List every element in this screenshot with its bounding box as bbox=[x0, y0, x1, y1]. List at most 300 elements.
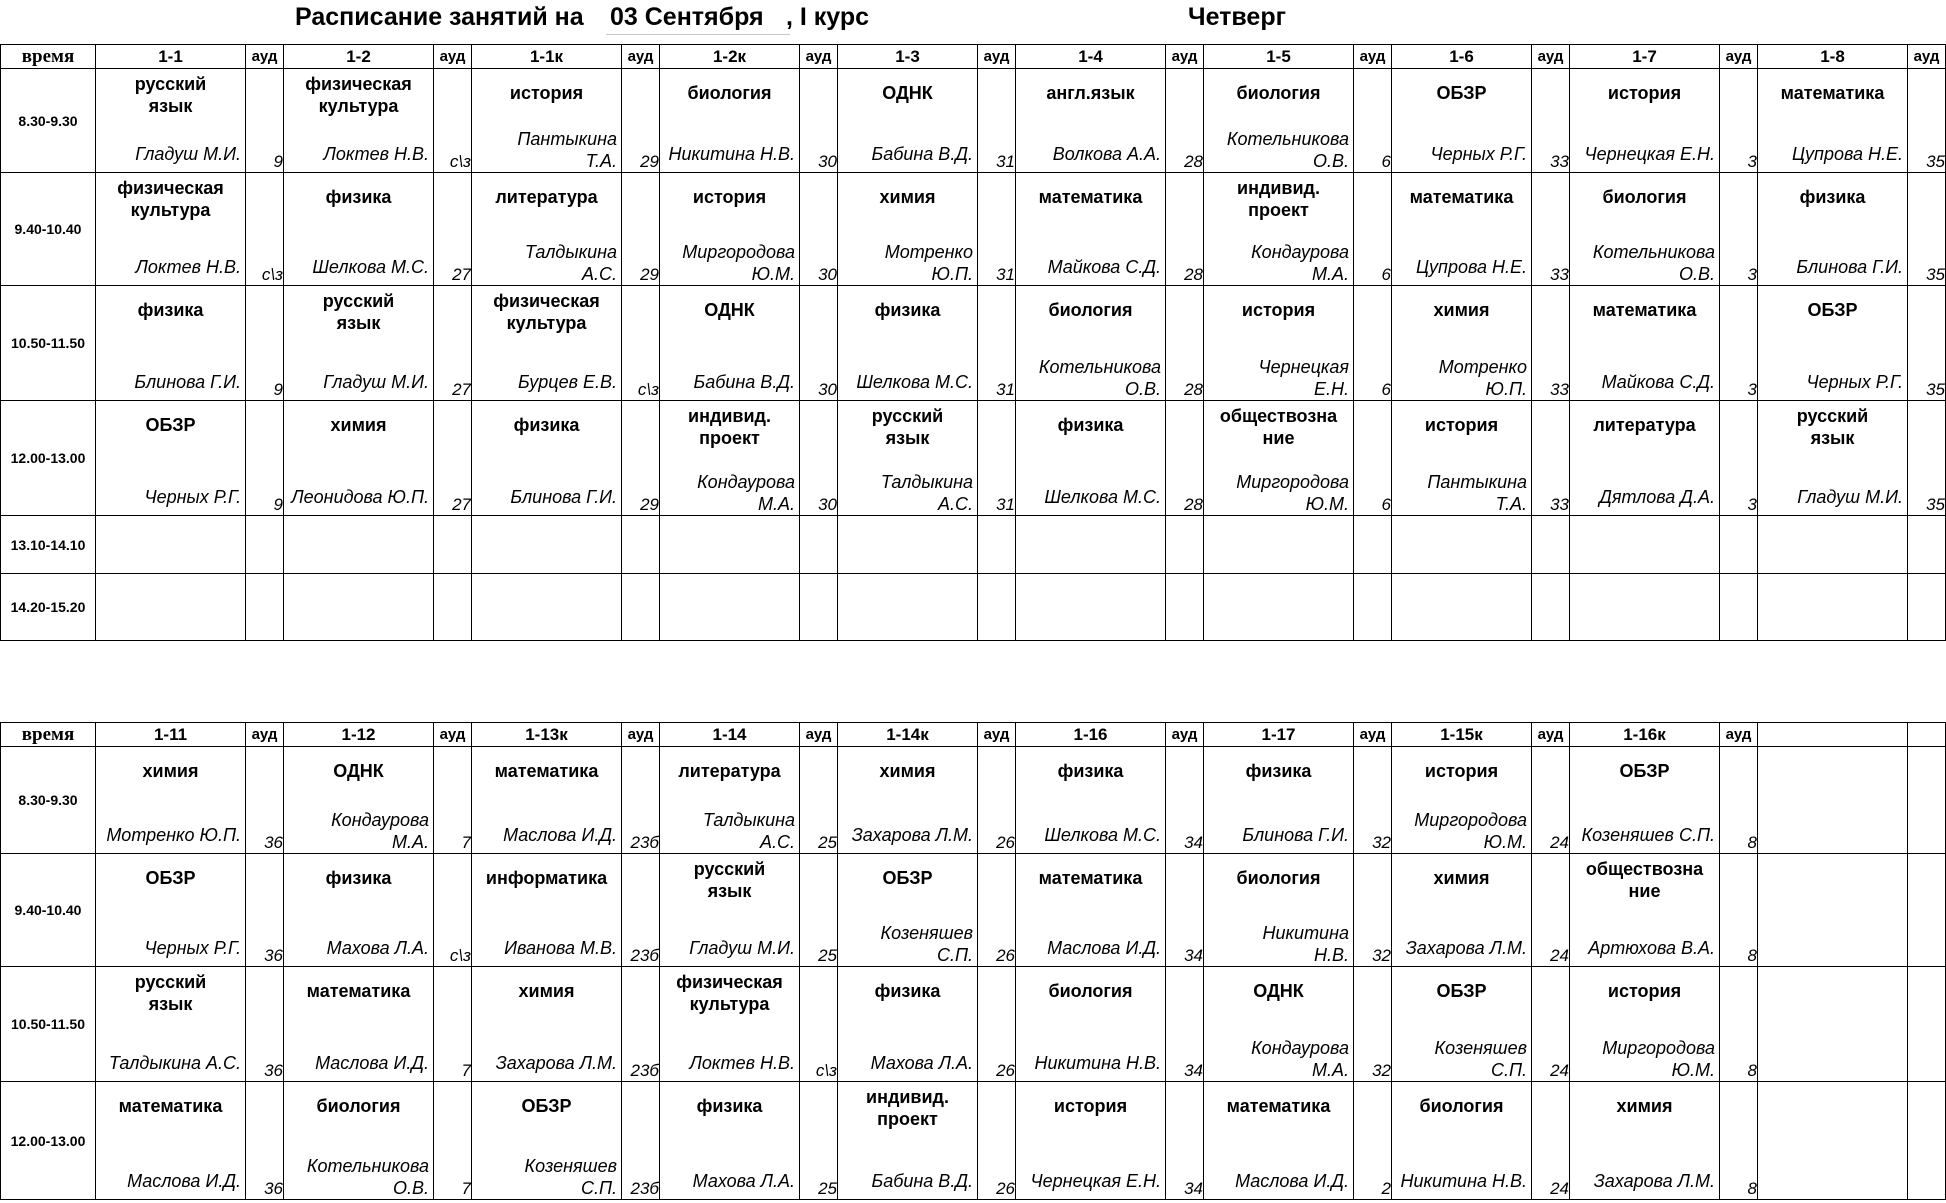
subject-name: физика bbox=[1245, 761, 1312, 781]
teacher-name: Захарова Л.М. bbox=[1405, 938, 1527, 958]
subject-name: русский язык bbox=[134, 972, 207, 1014]
lesson-cell bbox=[1204, 574, 1354, 641]
room-cell: 23б bbox=[622, 1082, 660, 1200]
lesson-cell bbox=[1204, 854, 1354, 967]
subject-name: математика bbox=[1038, 868, 1143, 888]
room-cell: 8 bbox=[1720, 747, 1758, 854]
teacher-name: Никитина Н.В. bbox=[1400, 1171, 1527, 1191]
teacher-name: Козеняшев С.П. bbox=[1434, 1038, 1527, 1080]
lesson-cell bbox=[660, 173, 800, 286]
time-slot: 10.50-11.50 bbox=[1, 967, 96, 1082]
teacher-name: Талдыкина А.С. bbox=[524, 242, 617, 284]
time-slot: 9.40-10.40 bbox=[1, 173, 96, 286]
subject-name: математика bbox=[1226, 1096, 1331, 1116]
teacher-name: Пантыкина Т.А. bbox=[517, 129, 617, 171]
lesson-row bbox=[1, 1082, 1946, 1200]
subject-name: ОБЗР bbox=[1436, 981, 1487, 1001]
room-cell: 7 bbox=[434, 747, 472, 854]
lesson-cell bbox=[1758, 286, 1908, 401]
room-cell: 3 bbox=[1720, 69, 1758, 173]
room-cell: с\з bbox=[246, 173, 284, 286]
subject-name: история bbox=[1424, 761, 1499, 781]
teacher-name: Бабина В.Д. bbox=[871, 1171, 973, 1191]
room-column-header: ауд bbox=[1908, 45, 1946, 69]
room-cell: 6 bbox=[1354, 286, 1392, 401]
lesson-cell bbox=[1570, 69, 1720, 173]
teacher-name: Локтев Н.В. bbox=[323, 144, 429, 164]
lesson-cell bbox=[96, 574, 246, 641]
lesson-cell bbox=[1204, 747, 1354, 854]
subject-name: история bbox=[1607, 981, 1682, 1001]
room-cell bbox=[1532, 516, 1570, 574]
subject-name: литература bbox=[495, 187, 598, 207]
teacher-name: Козеняшев С.П. bbox=[524, 1156, 617, 1198]
teacher-name: Котельникова О.В. bbox=[306, 1156, 429, 1198]
subject-name: индивид. проект bbox=[866, 1087, 949, 1129]
subject-name: ОБЗР bbox=[1436, 83, 1487, 103]
lesson-cell bbox=[284, 286, 434, 401]
room-cell: 27 bbox=[434, 173, 472, 286]
schedule-course: , I курс bbox=[786, 3, 870, 31]
room-cell bbox=[1166, 516, 1204, 574]
lesson-cell bbox=[838, 1082, 978, 1200]
subject-name: математика bbox=[494, 761, 599, 781]
teacher-name: Леонидова Ю.П. bbox=[291, 487, 429, 507]
lesson-row bbox=[1, 286, 1946, 401]
subject-name: биология bbox=[1602, 187, 1687, 207]
group-header: 1-17 bbox=[1204, 723, 1354, 747]
room-cell: с\з bbox=[800, 967, 838, 1082]
subject-name: физика bbox=[325, 187, 392, 207]
teacher-name: Маслова И.Д. bbox=[127, 1171, 241, 1191]
room-cell bbox=[622, 516, 660, 574]
lesson-cell bbox=[1570, 401, 1720, 516]
room-cell bbox=[800, 516, 838, 574]
lesson-cell bbox=[1392, 516, 1532, 574]
teacher-name: Захарова Л.М. bbox=[495, 1053, 617, 1073]
lesson-cell bbox=[838, 286, 978, 401]
teacher-name: Котельникова О.В. bbox=[1038, 357, 1161, 399]
lesson-cell bbox=[1016, 747, 1166, 854]
lesson-cell bbox=[1570, 286, 1720, 401]
room-cell: 30 bbox=[800, 69, 838, 173]
room-cell bbox=[1908, 516, 1946, 574]
subject-name: химия bbox=[1616, 1096, 1673, 1116]
lesson-cell bbox=[1392, 401, 1532, 516]
room-cell: 8 bbox=[1720, 967, 1758, 1082]
lesson-cell bbox=[1570, 1082, 1720, 1200]
subject-name: химия bbox=[330, 415, 387, 435]
lesson-cell bbox=[1758, 747, 1908, 854]
teacher-name: Махова Л.А. bbox=[692, 1171, 795, 1191]
room-cell: 9 bbox=[246, 69, 284, 173]
subject-name: русский язык bbox=[871, 406, 944, 448]
room-cell: 33 bbox=[1532, 173, 1570, 286]
teacher-name: Дятлова Д.А. bbox=[1599, 487, 1715, 507]
subject-name: математика bbox=[1780, 83, 1885, 103]
teacher-name: Козеняшев С.П. bbox=[1581, 825, 1715, 845]
subject-name: биология bbox=[1236, 83, 1321, 103]
lesson-cell bbox=[96, 1082, 246, 1200]
lesson-cell bbox=[96, 286, 246, 401]
teacher-name: Маслова И.Д. bbox=[503, 825, 617, 845]
lesson-cell bbox=[472, 401, 622, 516]
subject-name: физика bbox=[325, 868, 392, 888]
teacher-name: Гладуш М.И. bbox=[323, 372, 429, 392]
subject-name: физика bbox=[874, 981, 941, 1001]
schedule-table-top bbox=[0, 44, 1946, 641]
lesson-cell bbox=[1204, 967, 1354, 1082]
lesson-cell bbox=[660, 854, 800, 967]
lesson-cell bbox=[1204, 286, 1354, 401]
subject-name: ОБЗР bbox=[145, 868, 196, 888]
room-cell bbox=[1720, 516, 1758, 574]
lesson-cell bbox=[660, 69, 800, 173]
subject-name: ОДНК bbox=[333, 761, 384, 781]
lesson-cell bbox=[1758, 574, 1908, 641]
teacher-name: Маслова И.Д. bbox=[315, 1053, 429, 1073]
room-column-header: ауд bbox=[622, 723, 660, 747]
subject-name: биология bbox=[1048, 300, 1133, 320]
subject-name: физика bbox=[137, 300, 204, 320]
lesson-cell bbox=[1016, 401, 1166, 516]
teacher-name: Никитина Н.В. bbox=[668, 144, 795, 164]
teacher-name: Цупрова Н.Е. bbox=[1415, 257, 1527, 277]
teacher-name: Талдыкина А.С. bbox=[108, 1053, 241, 1073]
lesson-cell bbox=[1204, 69, 1354, 173]
room-cell bbox=[246, 516, 284, 574]
teacher-name: Миргородова Ю.М. bbox=[682, 242, 795, 284]
room-cell: 36 bbox=[246, 1082, 284, 1200]
room-cell bbox=[1908, 854, 1946, 967]
lesson-cell bbox=[1016, 69, 1166, 173]
lesson-cell bbox=[472, 69, 622, 173]
room-cell: 29 bbox=[622, 173, 660, 286]
room-cell: 32 bbox=[1354, 747, 1392, 854]
teacher-name: Локтев Н.В. bbox=[135, 257, 241, 277]
schedule-title: Расписание занятий на bbox=[295, 3, 584, 31]
room-cell: 23б bbox=[622, 854, 660, 967]
lesson-cell bbox=[1392, 967, 1532, 1082]
lesson-cell bbox=[1570, 854, 1720, 967]
room-column-header: ауд bbox=[1166, 45, 1204, 69]
room-cell: 6 bbox=[1354, 69, 1392, 173]
teacher-name: Артюхова В.А. bbox=[1588, 938, 1715, 958]
room-column-header: ауд bbox=[1166, 723, 1204, 747]
room-cell: 36 bbox=[246, 967, 284, 1082]
room-cell: 24 bbox=[1532, 854, 1570, 967]
subject-name: русский язык bbox=[322, 291, 395, 333]
lesson-cell bbox=[1016, 1082, 1166, 1200]
room-cell: 26 bbox=[978, 747, 1016, 854]
room-column-header: ауд bbox=[1354, 723, 1392, 747]
teacher-name: Бабина В.Д. bbox=[871, 144, 973, 164]
lesson-cell bbox=[96, 854, 246, 967]
lesson-row bbox=[1, 747, 1946, 854]
room-cell: 27 bbox=[434, 401, 472, 516]
subject-name: математика bbox=[118, 1096, 223, 1116]
room-cell: 26 bbox=[978, 1082, 1016, 1200]
lesson-cell bbox=[1758, 516, 1908, 574]
lesson-cell bbox=[838, 516, 978, 574]
teacher-name: Гладуш М.И. bbox=[1797, 487, 1903, 507]
subject-name: ОБЗР bbox=[882, 868, 933, 888]
lesson-cell bbox=[1758, 401, 1908, 516]
subject-name: химия bbox=[1433, 300, 1490, 320]
teacher-name: Маслова И.Д. bbox=[1047, 938, 1161, 958]
teacher-name: Мотренко Ю.П. bbox=[884, 242, 973, 284]
lesson-cell bbox=[284, 1082, 434, 1200]
time-slot: 12.00-13.00 bbox=[1, 401, 96, 516]
lesson-cell bbox=[472, 967, 622, 1082]
teacher-name: Кондаурова М.А. bbox=[1251, 1038, 1349, 1080]
subject-name: физика bbox=[513, 415, 580, 435]
teacher-name: Чернецкая Е.Н. bbox=[1258, 357, 1349, 399]
room-cell: 31 bbox=[978, 173, 1016, 286]
teacher-name: Блинова Г.И. bbox=[510, 487, 617, 507]
room-cell: 34 bbox=[1166, 854, 1204, 967]
teacher-name: Блинова Г.И. bbox=[1796, 257, 1903, 277]
room-cell: 32 bbox=[1354, 967, 1392, 1082]
teacher-name: Захарова Л.М. bbox=[851, 825, 973, 845]
lesson-cell bbox=[1392, 173, 1532, 286]
subject-name: ОБЗР bbox=[521, 1096, 572, 1116]
room-cell: 36 bbox=[246, 854, 284, 967]
teacher-name: Никитина Н.В. bbox=[1262, 923, 1349, 965]
room-cell: 26 bbox=[978, 854, 1016, 967]
room-cell: 23б bbox=[622, 967, 660, 1082]
room-cell: 23б bbox=[622, 747, 660, 854]
lesson-cell bbox=[284, 516, 434, 574]
room-column-header: ауд bbox=[434, 723, 472, 747]
lesson-cell bbox=[472, 173, 622, 286]
subject-name: история bbox=[1241, 300, 1316, 320]
subject-name: литература bbox=[678, 761, 781, 781]
lesson-cell bbox=[284, 747, 434, 854]
lesson-cell bbox=[96, 69, 246, 173]
subject-name: математика bbox=[1592, 300, 1697, 320]
lesson-cell bbox=[1016, 967, 1166, 1082]
group-header: 1-2 bbox=[284, 45, 434, 69]
room-column-header: ауд bbox=[1720, 45, 1758, 69]
teacher-name: Миргородова Ю.М. bbox=[1236, 472, 1349, 514]
subject-name: физическая культура bbox=[117, 178, 224, 220]
teacher-name: Блинова Г.И. bbox=[134, 372, 241, 392]
lesson-cell bbox=[1016, 173, 1166, 286]
room-cell: 28 bbox=[1166, 69, 1204, 173]
room-cell: 7 bbox=[434, 967, 472, 1082]
room-cell: 27 bbox=[434, 286, 472, 401]
lesson-cell bbox=[472, 516, 622, 574]
lesson-cell bbox=[1392, 574, 1532, 641]
teacher-name: Козеняшев С.П. bbox=[880, 923, 973, 965]
room-cell: 31 bbox=[978, 286, 1016, 401]
room-cell: 29 bbox=[622, 69, 660, 173]
teacher-name: Котельникова О.В. bbox=[1592, 242, 1715, 284]
room-cell: 3 bbox=[1720, 173, 1758, 286]
room-column-header: ауд bbox=[246, 723, 284, 747]
teacher-name: Волкова А.А. bbox=[1052, 144, 1161, 164]
room-cell: 31 bbox=[978, 69, 1016, 173]
room-cell: 24 bbox=[1532, 967, 1570, 1082]
header-row bbox=[1, 723, 1946, 747]
lesson-cell bbox=[472, 574, 622, 641]
time-slot: 8.30-9.30 bbox=[1, 69, 96, 173]
teacher-name: Черных Р.Г. bbox=[1430, 144, 1527, 164]
teacher-name: Мотренко Ю.П. bbox=[106, 825, 241, 845]
teacher-name: Майкова С.Д. bbox=[1047, 257, 1161, 277]
lesson-cell bbox=[1758, 1082, 1908, 1200]
room-cell bbox=[1354, 516, 1392, 574]
subject-name: англ.язык bbox=[1046, 83, 1135, 103]
lesson-cell bbox=[1570, 173, 1720, 286]
subject-name: биология bbox=[1236, 868, 1321, 888]
lesson-row bbox=[1, 516, 1946, 574]
teacher-name: Шелкова М.С. bbox=[1044, 487, 1161, 507]
subject-name: физическая культура bbox=[493, 291, 600, 333]
group-header: 1-1к bbox=[472, 45, 622, 69]
time-slot: 14.20-15.20 bbox=[1, 574, 96, 641]
subject-name: ОБЗР bbox=[145, 415, 196, 435]
schedule-header bbox=[0, 0, 1920, 44]
room-cell: 32 bbox=[1354, 854, 1392, 967]
room-cell bbox=[622, 574, 660, 641]
room-column-header bbox=[1908, 723, 1946, 747]
room-cell: 6 bbox=[1354, 401, 1392, 516]
lesson-cell bbox=[1016, 516, 1166, 574]
subject-name: история bbox=[1053, 1096, 1128, 1116]
teacher-name: Миргородова Ю.М. bbox=[1414, 810, 1527, 852]
lesson-cell bbox=[284, 69, 434, 173]
lesson-cell bbox=[1570, 516, 1720, 574]
room-cell: 30 bbox=[800, 173, 838, 286]
subject-name: обществозна ние bbox=[1585, 859, 1704, 901]
room-cell: 28 bbox=[1166, 173, 1204, 286]
teacher-name: Блинова Г.И. bbox=[1242, 825, 1349, 845]
lesson-cell bbox=[96, 401, 246, 516]
teacher-name: Кондаурова М.А. bbox=[697, 472, 795, 514]
room-cell bbox=[1908, 967, 1946, 1082]
teacher-name: Иванова М.В. bbox=[504, 938, 617, 958]
room-cell bbox=[434, 516, 472, 574]
room-cell bbox=[1908, 1082, 1946, 1200]
lesson-cell bbox=[472, 286, 622, 401]
lesson-cell bbox=[1392, 69, 1532, 173]
lesson-cell bbox=[1392, 854, 1532, 967]
subject-name: русский язык bbox=[1796, 406, 1869, 448]
time-slot: 10.50-11.50 bbox=[1, 286, 96, 401]
teacher-name: Черных Р.Г. bbox=[144, 487, 241, 507]
lesson-cell bbox=[1758, 854, 1908, 967]
group-header: 1-14 bbox=[660, 723, 800, 747]
room-cell bbox=[1908, 747, 1946, 854]
lesson-cell bbox=[284, 574, 434, 641]
subject-name: ОБЗР bbox=[1807, 300, 1858, 320]
room-cell: 24 bbox=[1532, 747, 1570, 854]
room-cell: 35 bbox=[1908, 286, 1946, 401]
room-cell: 3 bbox=[1720, 286, 1758, 401]
room-column-header: ауд bbox=[434, 45, 472, 69]
room-column-header: ауд bbox=[1720, 723, 1758, 747]
room-cell: 28 bbox=[1166, 401, 1204, 516]
lesson-cell bbox=[284, 854, 434, 967]
lesson-cell bbox=[96, 173, 246, 286]
room-cell: 8 bbox=[1720, 854, 1758, 967]
subject-name: химия bbox=[879, 761, 936, 781]
lesson-cell bbox=[1758, 967, 1908, 1082]
lesson-cell bbox=[838, 854, 978, 967]
subject-name: биология bbox=[1048, 981, 1133, 1001]
group-header: 1-12 bbox=[284, 723, 434, 747]
room-cell: 25 bbox=[800, 1082, 838, 1200]
room-cell: с\з bbox=[434, 854, 472, 967]
room-cell bbox=[978, 516, 1016, 574]
lesson-cell bbox=[472, 747, 622, 854]
room-cell: 30 bbox=[800, 286, 838, 401]
teacher-name: Шелкова М.С. bbox=[312, 257, 429, 277]
room-cell: 33 bbox=[1532, 69, 1570, 173]
subject-name: история bbox=[1424, 415, 1499, 435]
teacher-name: Котельникова О.В. bbox=[1226, 129, 1349, 171]
group-header: 1-11 bbox=[96, 723, 246, 747]
teacher-name: Маслова И.Д. bbox=[1235, 1171, 1349, 1191]
teacher-name: Гладуш М.И. bbox=[689, 938, 795, 958]
room-cell bbox=[1354, 574, 1392, 641]
subject-name: ОБЗР bbox=[1619, 761, 1670, 781]
lesson-cell bbox=[1570, 574, 1720, 641]
lesson-cell bbox=[1016, 574, 1166, 641]
teacher-name: Захарова Л.М. bbox=[1593, 1171, 1715, 1191]
group-header: 1-4 bbox=[1016, 45, 1166, 69]
subject-name: физика bbox=[696, 1096, 763, 1116]
group-header: 1-5 bbox=[1204, 45, 1354, 69]
room-cell bbox=[1166, 574, 1204, 641]
subject-name: физическая культура bbox=[305, 74, 412, 116]
teacher-name: Кондаурова М.А. bbox=[331, 810, 429, 852]
lesson-cell bbox=[96, 967, 246, 1082]
subject-name: обществозна ние bbox=[1219, 406, 1338, 448]
lesson-cell bbox=[660, 1082, 800, 1200]
lesson-cell bbox=[1392, 286, 1532, 401]
group-header: 1-8 bbox=[1758, 45, 1908, 69]
subject-name: ОДНК bbox=[704, 300, 755, 320]
subject-name: физическая культура bbox=[676, 972, 783, 1014]
lesson-cell bbox=[660, 401, 800, 516]
lesson-cell bbox=[838, 574, 978, 641]
subject-name: физика bbox=[1799, 187, 1866, 207]
subject-name: химия bbox=[518, 981, 575, 1001]
time-slot: 13.10-14.10 bbox=[1, 516, 96, 574]
subject-name: ОДНК bbox=[1253, 981, 1304, 1001]
lesson-cell bbox=[284, 401, 434, 516]
group-header: 1-3 bbox=[838, 45, 978, 69]
group-header: 1-14к bbox=[838, 723, 978, 747]
subject-name: биология bbox=[316, 1096, 401, 1116]
subject-name: история bbox=[509, 83, 584, 103]
group-header: 1-13к bbox=[472, 723, 622, 747]
lesson-cell bbox=[1392, 747, 1532, 854]
subject-name: физика bbox=[874, 300, 941, 320]
time-column-header: время bbox=[1, 723, 96, 747]
room-cell bbox=[246, 574, 284, 641]
subject-name: математика bbox=[1409, 187, 1514, 207]
lesson-row bbox=[1, 401, 1946, 516]
schedule-table-bottom bbox=[0, 722, 1946, 1200]
lesson-row bbox=[1, 574, 1946, 641]
lesson-cell bbox=[660, 747, 800, 854]
lesson-cell bbox=[660, 967, 800, 1082]
room-cell: 36 bbox=[246, 747, 284, 854]
